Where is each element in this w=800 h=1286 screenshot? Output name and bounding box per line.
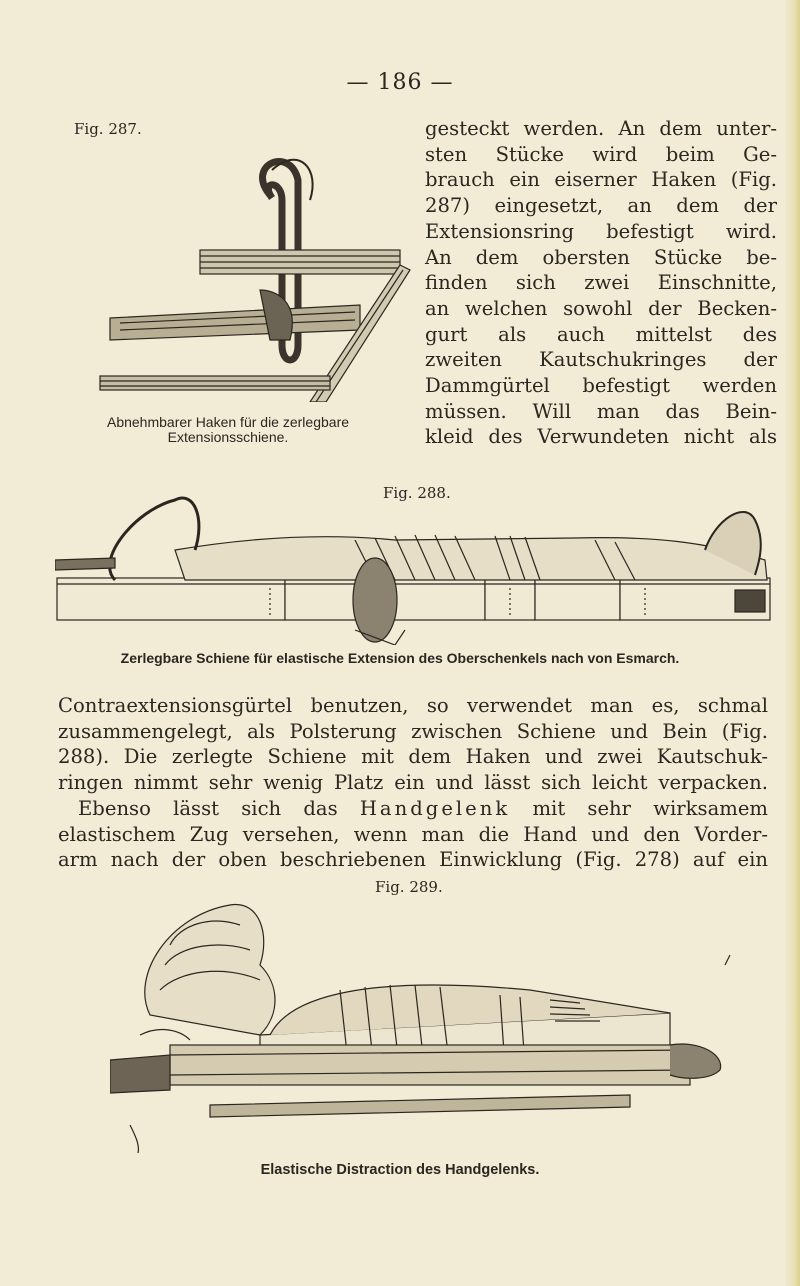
fig287-caption-line2: Extensionsschiene.	[167, 429, 289, 445]
text-line: An dem obersten Stücke be-	[425, 245, 777, 269]
fig289-caption: Elastische Distraction des Handgelenks.	[260, 1162, 540, 1178]
text-line: 287) eingesetzt, an dem der	[425, 194, 777, 218]
page-edge	[786, 0, 800, 1286]
body-text	[58, 693, 768, 873]
text-line: zweiten Kautschukringes der	[425, 348, 777, 372]
fig288-caption: Zerlegbare Schiene für elastische Extension des Oberschenkels nach von Esmarch.	[120, 650, 680, 666]
text-line	[58, 796, 768, 822]
text-segment: mit sehr wirksamem	[510, 796, 769, 820]
fig288-illustration	[55, 480, 775, 645]
text-segment: Ebenso lässt sich das	[78, 796, 360, 820]
text-line: kleid des Verwundeten nicht als	[425, 425, 777, 449]
text-line: Extensionsring befestigt wird.	[425, 219, 777, 243]
fig287-caption-line1: Abnehmbarer Haken für die zerlegbare	[106, 414, 350, 430]
text-line: gurt als auch mittelst des	[425, 322, 777, 346]
fig287-illustration	[60, 140, 420, 402]
text-line: elastischem Zug versehen, wenn man die Hand und den Vorder-	[58, 822, 768, 846]
fig288-label: Fig. 288.	[383, 484, 451, 502]
text-line: sten Stücke wird beim Ge-	[425, 142, 777, 166]
fig289-label: Fig. 289.	[375, 878, 443, 896]
text-line: ringen nimmt sehr wenig Platz ein und lässt sich leicht verpacken.	[58, 771, 768, 795]
page-number: — 186 —	[346, 70, 454, 95]
text-line: 288). Die zerlegte Schiene mit dem Haken und zwei Kautschuk-	[58, 745, 768, 769]
text-line: brauch ein eiserner Haken (Fig.	[425, 168, 777, 192]
text-line: Dammgürtel befestigt werden	[425, 374, 777, 398]
text-line: arm nach der oben beschriebenen Einwicklung (Fig. 278) auf ein	[58, 848, 768, 872]
text-line: zusammengelegt, als Polsterung zwischen Schiene und Bein (Fig.	[58, 719, 768, 743]
spaced-word: Handgelenk	[359, 796, 511, 820]
fig289-illustration	[110, 895, 735, 1155]
text-line: müssen. Will man das Bein-	[425, 399, 777, 423]
text-line: gesteckt werden. An dem unter-	[425, 117, 777, 140]
right-column-text	[425, 116, 777, 450]
fig287-label: Fig. 287.	[74, 120, 142, 138]
text-line: finden sich zwei Einschnitte,	[425, 271, 777, 295]
fig287-caption	[48, 415, 408, 445]
text-line: an welchen sowohl der Becken-	[425, 296, 777, 320]
text-line: Contraextensionsgürtel benutzen, so verwendet man es, schmal	[58, 694, 768, 717]
